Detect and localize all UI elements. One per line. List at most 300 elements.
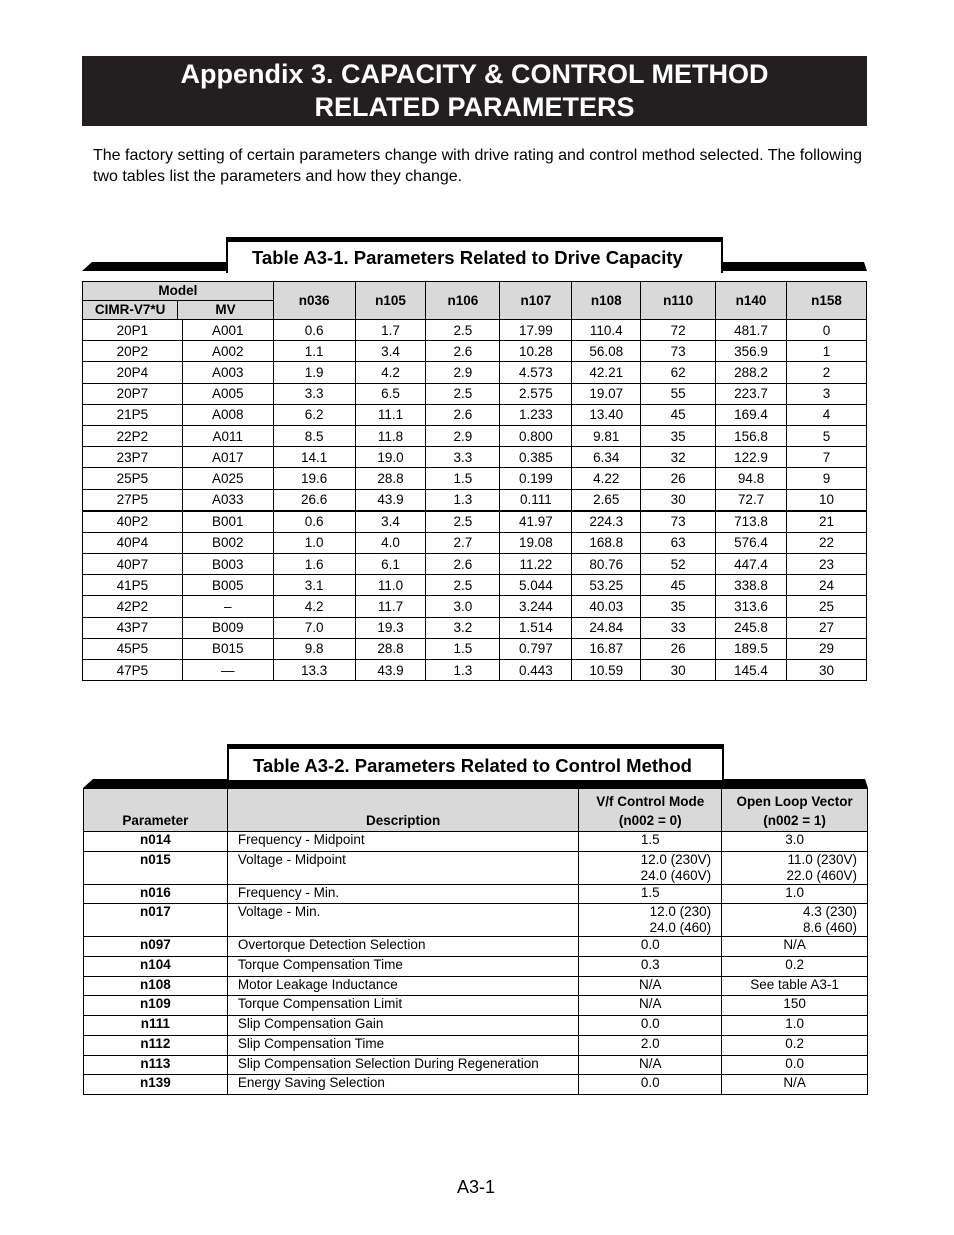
table-cell: 1.5 bbox=[426, 468, 500, 489]
table-cell: B001 bbox=[182, 511, 273, 533]
col-vf-line1: V/f Control Mode bbox=[596, 794, 705, 809]
table-cell: 55 bbox=[641, 383, 716, 404]
table-row bbox=[83, 341, 867, 362]
table-cell: 63 bbox=[641, 532, 716, 553]
col-header: n036 bbox=[273, 282, 355, 320]
table-cell: 1.1 bbox=[273, 341, 355, 362]
table-cell: 11.0 bbox=[355, 575, 426, 596]
table-row bbox=[84, 1055, 868, 1075]
title-line-2: RELATED PARAMETERS bbox=[314, 92, 635, 122]
table-cell: 32 bbox=[641, 447, 716, 468]
table-cell: 169.4 bbox=[716, 404, 787, 425]
olv-value-line1: 0.2 bbox=[785, 1035, 804, 1051]
table-cell: 43.9 bbox=[355, 660, 426, 681]
table1-caption-text: Table A3-1. Parameters Related to Drive Capacity bbox=[252, 247, 683, 268]
table-cell: 1.3 bbox=[426, 489, 500, 511]
col-header: n107 bbox=[500, 282, 572, 320]
table-cell: 481.7 bbox=[716, 320, 787, 341]
table-cell: 19.07 bbox=[572, 383, 641, 404]
table-row bbox=[83, 383, 867, 404]
olv-value-line1: 1.0 bbox=[785, 1016, 804, 1032]
table-cell: 28.8 bbox=[355, 468, 426, 489]
param-cell: n104 bbox=[84, 957, 228, 977]
table-cell: 0.6 bbox=[273, 320, 355, 341]
table-cell: 40P4 bbox=[83, 532, 183, 553]
table-cell: 4.22 bbox=[572, 468, 641, 489]
col-vf-line2: (n002 = 0) bbox=[618, 813, 682, 828]
table-row bbox=[84, 904, 868, 937]
vf-value-cell bbox=[579, 851, 722, 884]
vf-value-line1: 1.5 bbox=[640, 884, 660, 900]
table-cell: 0.111 bbox=[500, 489, 572, 511]
table-cell: 1.514 bbox=[500, 617, 572, 638]
param-cell: n017 bbox=[84, 904, 228, 937]
vf-value-cell bbox=[579, 1075, 722, 1095]
description-cell: Slip Compensation Time bbox=[227, 1035, 579, 1055]
table-cell: 2.6 bbox=[426, 554, 500, 575]
olv-value-line1: 0.0 bbox=[785, 1055, 804, 1071]
col-header: n140 bbox=[716, 282, 787, 320]
olv-value-line1: N/A bbox=[783, 1075, 806, 1091]
table-cell: 43P7 bbox=[83, 617, 183, 638]
olv-value-cell bbox=[722, 996, 868, 1016]
table-cell: 2.575 bbox=[500, 383, 572, 404]
table-cell: 28.8 bbox=[355, 638, 426, 659]
description-cell: Slip Compensation Selection During Regeneration bbox=[227, 1055, 579, 1075]
table-cell: 25P5 bbox=[83, 468, 183, 489]
vf-value-cell bbox=[579, 1035, 722, 1055]
olv-value-line1: See table A3-1 bbox=[750, 976, 839, 992]
model-sub-cimr: CIMR-V7*U bbox=[83, 301, 178, 319]
olv-value-line1: 4.3 (230) bbox=[802, 904, 857, 920]
param-cell: n112 bbox=[84, 1035, 228, 1055]
table-cell: 29 bbox=[787, 638, 867, 659]
table-cell: 1.233 bbox=[500, 404, 572, 425]
table-cell: 43.9 bbox=[355, 489, 426, 511]
vf-value-cell bbox=[579, 904, 722, 937]
table-row bbox=[83, 447, 867, 468]
param-cell: n015 bbox=[84, 851, 228, 884]
table-cell: 72.7 bbox=[716, 489, 787, 511]
table-row bbox=[83, 660, 867, 681]
table-cell: 47P5 bbox=[83, 660, 183, 681]
col-header: n106 bbox=[426, 282, 500, 320]
table-cell: 1.5 bbox=[426, 638, 500, 659]
table2-caption-text: Table A3-2. Parameters Related to Control Method bbox=[253, 755, 692, 776]
olv-value-line1: N/A bbox=[783, 937, 806, 953]
table-cell: B015 bbox=[182, 638, 273, 659]
table-cell: 62 bbox=[641, 362, 716, 383]
table-cell: 288.2 bbox=[716, 362, 787, 383]
vf-value-line1: 0.3 bbox=[640, 957, 660, 973]
description-cell: Torque Compensation Time bbox=[227, 957, 579, 977]
table-cell: 30 bbox=[641, 489, 716, 511]
table-cell: 3.4 bbox=[355, 511, 426, 533]
table-cell: 35 bbox=[641, 425, 716, 446]
table-cell: 5 bbox=[787, 425, 867, 446]
table-cell: B005 bbox=[182, 575, 273, 596]
table-cell: 1.6 bbox=[273, 554, 355, 575]
table-cell: 1.9 bbox=[273, 362, 355, 383]
vf-value-line2: 24.0 (460) bbox=[649, 920, 712, 936]
table-cell: 8.5 bbox=[273, 425, 355, 446]
table-cell: 2.5 bbox=[426, 511, 500, 533]
description-cell: Overtorque Detection Selection bbox=[227, 937, 579, 957]
table-cell: 7.0 bbox=[273, 617, 355, 638]
table-cell: 168.8 bbox=[572, 532, 641, 553]
table-cell: 6.2 bbox=[273, 404, 355, 425]
table-cell: 2.65 bbox=[572, 489, 641, 511]
description-cell: Energy Saving Selection bbox=[227, 1075, 579, 1095]
table-cell: 24 bbox=[787, 575, 867, 596]
capacity-table bbox=[82, 281, 867, 681]
table-cell: 21P5 bbox=[83, 404, 183, 425]
col-parameter: Parameter bbox=[84, 789, 228, 832]
table-cell: 189.5 bbox=[716, 638, 787, 659]
olv-value-line2: 8.6 (460) bbox=[802, 920, 857, 936]
table-cell: 19.08 bbox=[500, 532, 572, 553]
col-header: n105 bbox=[355, 282, 426, 320]
table-row bbox=[83, 468, 867, 489]
table-cell: 2 bbox=[787, 362, 867, 383]
olv-value-cell bbox=[722, 884, 868, 904]
table-cell: 5.044 bbox=[500, 575, 572, 596]
table-cell: A033 bbox=[182, 489, 273, 511]
table-cell: 26 bbox=[641, 468, 716, 489]
table-row bbox=[83, 554, 867, 575]
table-cell: 224.3 bbox=[572, 511, 641, 533]
table-row bbox=[83, 362, 867, 383]
table-cell: 2.6 bbox=[426, 341, 500, 362]
table-cell: 3.1 bbox=[273, 575, 355, 596]
table-cell: 35 bbox=[641, 596, 716, 617]
table-cell: 73 bbox=[641, 341, 716, 362]
description-cell: Frequency - Min. bbox=[227, 884, 579, 904]
table-cell: 14.1 bbox=[273, 447, 355, 468]
vf-value-cell bbox=[579, 976, 722, 996]
table-cell: 41.97 bbox=[500, 511, 572, 533]
table-cell: — bbox=[182, 660, 273, 681]
table-cell: 356.9 bbox=[716, 341, 787, 362]
col-olv-line1: Open Loop Vector bbox=[736, 794, 853, 809]
intro-paragraph: The factory setting of certain parameters change with drive rating and control method selected. The following two tables list the parameters and how they change. bbox=[93, 147, 863, 185]
olv-value-cell bbox=[722, 851, 868, 884]
table-cell: 45 bbox=[641, 404, 716, 425]
page-title bbox=[82, 56, 867, 126]
olv-value-line1: 1.0 bbox=[785, 884, 804, 900]
param-cell: n016 bbox=[84, 884, 228, 904]
table-cell: 52 bbox=[641, 554, 716, 575]
table-cell: 13.40 bbox=[572, 404, 641, 425]
table-cell: 16.87 bbox=[572, 638, 641, 659]
table-cell: – bbox=[182, 596, 273, 617]
vf-value-line1: 2.0 bbox=[640, 1035, 660, 1051]
table-row bbox=[84, 937, 868, 957]
table-cell: 13.3 bbox=[273, 660, 355, 681]
page-number: A3-1 bbox=[457, 1177, 496, 1197]
table-cell: 4.573 bbox=[500, 362, 572, 383]
table-cell: 11.8 bbox=[355, 425, 426, 446]
table-cell: 41P5 bbox=[83, 575, 183, 596]
table-cell: 27P5 bbox=[83, 489, 183, 511]
table-cell: 22P2 bbox=[83, 425, 183, 446]
table-cell: 0 bbox=[787, 320, 867, 341]
table-cell: 26.6 bbox=[273, 489, 355, 511]
olv-value-line1: 3.0 bbox=[785, 832, 804, 847]
table-cell: 40.03 bbox=[572, 596, 641, 617]
vf-value-cell bbox=[579, 1055, 722, 1075]
table-cell: 4.0 bbox=[355, 532, 426, 553]
table-cell: 1.7 bbox=[355, 320, 426, 341]
vf-value-cell bbox=[579, 832, 722, 852]
table-cell: 9.8 bbox=[273, 638, 355, 659]
col-header: n108 bbox=[572, 282, 641, 320]
vf-value-cell bbox=[579, 996, 722, 1016]
table-cell: 4.2 bbox=[355, 362, 426, 383]
table-cell: 2.5 bbox=[426, 575, 500, 596]
table-cell: B003 bbox=[182, 554, 273, 575]
model-header-label: Model bbox=[83, 282, 273, 301]
col-olv-mode bbox=[722, 789, 868, 832]
table-cell: 11.1 bbox=[355, 404, 426, 425]
table-cell: 156.8 bbox=[716, 425, 787, 446]
table-cell: 0.443 bbox=[500, 660, 572, 681]
olv-value-cell bbox=[722, 1035, 868, 1055]
table-cell: 19.3 bbox=[355, 617, 426, 638]
description-cell: Motor Leakage Inductance bbox=[227, 976, 579, 996]
table-cell: 20P7 bbox=[83, 383, 183, 404]
table-row bbox=[83, 596, 867, 617]
table-cell: 26 bbox=[641, 638, 716, 659]
title-line-1: Appendix 3. CAPACITY & CONTROL METHOD bbox=[180, 59, 769, 89]
vf-value-line1: 0.0 bbox=[640, 1075, 660, 1091]
param-cell: n139 bbox=[84, 1075, 228, 1095]
olv-value-cell bbox=[722, 1055, 868, 1075]
table-row bbox=[83, 511, 867, 533]
olv-value-cell bbox=[722, 1016, 868, 1036]
table2-caption bbox=[227, 747, 724, 780]
param-cell: n109 bbox=[84, 996, 228, 1016]
table-cell: 20P1 bbox=[83, 320, 183, 341]
table-cell: 1.0 bbox=[273, 532, 355, 553]
table-cell: 42.21 bbox=[572, 362, 641, 383]
table-cell: 9 bbox=[787, 468, 867, 489]
olv-value-cell bbox=[722, 976, 868, 996]
table-row bbox=[84, 976, 868, 996]
table-cell: A002 bbox=[182, 341, 273, 362]
table-cell: 40P2 bbox=[83, 511, 183, 533]
table-row bbox=[84, 1016, 868, 1036]
olv-value-cell bbox=[722, 832, 868, 852]
olv-value-cell bbox=[722, 904, 868, 937]
table-row bbox=[84, 851, 868, 884]
table-cell: 145.4 bbox=[716, 660, 787, 681]
table-row bbox=[84, 1035, 868, 1055]
description-cell: Frequency - Midpoint bbox=[227, 832, 579, 852]
table-cell: 0.797 bbox=[500, 638, 572, 659]
table-cell: 56.08 bbox=[572, 341, 641, 362]
table-cell: 10.28 bbox=[500, 341, 572, 362]
table-cell: 2.6 bbox=[426, 404, 500, 425]
olv-value-cell bbox=[722, 937, 868, 957]
table-cell: 3.4 bbox=[355, 341, 426, 362]
table-row bbox=[84, 832, 868, 852]
table-row bbox=[83, 425, 867, 446]
table-cell: 6.1 bbox=[355, 554, 426, 575]
olv-value-line1: 11.0 (230V) bbox=[787, 851, 857, 867]
table-row bbox=[84, 996, 868, 1016]
table2-header-row bbox=[84, 789, 868, 832]
olv-value-line1: 0.2 bbox=[785, 957, 804, 973]
table1-caption bbox=[226, 240, 723, 273]
table-cell: 30 bbox=[641, 660, 716, 681]
vf-value-cell bbox=[579, 884, 722, 904]
table-cell: 0.385 bbox=[500, 447, 572, 468]
table-cell: 7 bbox=[787, 447, 867, 468]
table-cell: 313.6 bbox=[716, 596, 787, 617]
table-cell: 3.3 bbox=[273, 383, 355, 404]
table-cell: 0.6 bbox=[273, 511, 355, 533]
description-cell: Voltage - Midpoint bbox=[227, 851, 579, 884]
table-cell: 3.244 bbox=[500, 596, 572, 617]
table-cell: 27 bbox=[787, 617, 867, 638]
table-row bbox=[84, 884, 868, 904]
col-vf-mode bbox=[579, 789, 722, 832]
table-cell: B002 bbox=[182, 532, 273, 553]
table-cell: 20P2 bbox=[83, 341, 183, 362]
table-cell: 80.76 bbox=[572, 554, 641, 575]
table-cell: 42P2 bbox=[83, 596, 183, 617]
table-cell: 3 bbox=[787, 383, 867, 404]
table-cell: A008 bbox=[182, 404, 273, 425]
table-cell: 3.3 bbox=[426, 447, 500, 468]
description-cell: Torque Compensation Limit bbox=[227, 996, 579, 1016]
olv-value-cell bbox=[722, 1075, 868, 1095]
model-sub-mv: MV bbox=[215, 302, 236, 317]
table-row bbox=[83, 320, 867, 341]
table-cell: 19.6 bbox=[273, 468, 355, 489]
vf-value-line1: N/A bbox=[638, 1055, 662, 1071]
control-method-table bbox=[83, 788, 868, 1095]
table-cell: 72 bbox=[641, 320, 716, 341]
table-cell: 25 bbox=[787, 596, 867, 617]
model-header bbox=[83, 282, 274, 320]
table-cell: A001 bbox=[182, 320, 273, 341]
vf-value-line1: 0.0 bbox=[640, 1016, 660, 1032]
table-cell: 447.4 bbox=[716, 554, 787, 575]
table-cell: 24.84 bbox=[572, 617, 641, 638]
table-cell: 10 bbox=[787, 489, 867, 511]
table-cell: 223.7 bbox=[716, 383, 787, 404]
table-cell: 20P4 bbox=[83, 362, 183, 383]
table-cell: 11.7 bbox=[355, 596, 426, 617]
param-cell: n108 bbox=[84, 976, 228, 996]
table1-header-row bbox=[83, 282, 867, 320]
vf-value-line1: 0.0 bbox=[640, 937, 660, 953]
table-cell: 45 bbox=[641, 575, 716, 596]
table-cell: 23P7 bbox=[83, 447, 183, 468]
table-cell: A003 bbox=[182, 362, 273, 383]
vf-value-line2: 24.0 (460V) bbox=[640, 867, 712, 883]
table-row bbox=[83, 575, 867, 596]
vf-value-line1: 12.0 (230) bbox=[649, 904, 712, 920]
table-cell: 17.99 bbox=[500, 320, 572, 341]
table-cell: 713.8 bbox=[716, 511, 787, 533]
param-cell: n014 bbox=[84, 832, 228, 852]
table-cell: 2.5 bbox=[426, 320, 500, 341]
table-cell: A025 bbox=[182, 468, 273, 489]
table-cell: 0.199 bbox=[500, 468, 572, 489]
table-cell: 2.7 bbox=[426, 532, 500, 553]
table-cell: 2.9 bbox=[426, 425, 500, 446]
table-cell: 576.4 bbox=[716, 532, 787, 553]
table-row bbox=[83, 489, 867, 511]
vf-value-line1: N/A bbox=[638, 976, 662, 992]
col-description: Description bbox=[227, 789, 579, 832]
table-cell: 338.8 bbox=[716, 575, 787, 596]
table-row bbox=[84, 957, 868, 977]
table-cell: 30 bbox=[787, 660, 867, 681]
table-cell: 22 bbox=[787, 532, 867, 553]
table-row bbox=[84, 1075, 868, 1095]
table-row bbox=[83, 617, 867, 638]
table-cell: 33 bbox=[641, 617, 716, 638]
table-cell: 2.9 bbox=[426, 362, 500, 383]
olv-value-line2: 22.0 (460V) bbox=[786, 867, 857, 883]
olv-value-line1: 150 bbox=[783, 996, 806, 1012]
param-cell: n113 bbox=[84, 1055, 228, 1075]
table-cell: 2.5 bbox=[426, 383, 500, 404]
table-cell: 122.9 bbox=[716, 447, 787, 468]
table-cell: 3.2 bbox=[426, 617, 500, 638]
param-cell: n097 bbox=[84, 937, 228, 957]
olv-value-cell bbox=[722, 957, 868, 977]
table-cell: 245.8 bbox=[716, 617, 787, 638]
table-cell: 21 bbox=[787, 511, 867, 533]
vf-value-cell bbox=[579, 1016, 722, 1036]
table-cell: A011 bbox=[182, 425, 273, 446]
vf-value-line1: 12.0 (230V) bbox=[640, 851, 712, 867]
table-cell: 11.22 bbox=[500, 554, 572, 575]
vf-value-cell bbox=[579, 957, 722, 977]
description-cell: Slip Compensation Gain bbox=[227, 1016, 579, 1036]
table-cell: 9.81 bbox=[572, 425, 641, 446]
table-cell: 6.5 bbox=[355, 383, 426, 404]
table-cell: A005 bbox=[182, 383, 273, 404]
col-header: n158 bbox=[787, 282, 867, 320]
table-cell: 4.2 bbox=[273, 596, 355, 617]
param-cell: n111 bbox=[84, 1016, 228, 1036]
table-cell: 0.800 bbox=[500, 425, 572, 446]
table-cell: 73 bbox=[641, 511, 716, 533]
table-row bbox=[83, 532, 867, 553]
table-cell: 10.59 bbox=[572, 660, 641, 681]
table-cell: 40P7 bbox=[83, 554, 183, 575]
table-cell: 3.0 bbox=[426, 596, 500, 617]
table-cell: 53.25 bbox=[572, 575, 641, 596]
table-row bbox=[83, 404, 867, 425]
table-cell: A017 bbox=[182, 447, 273, 468]
table-row bbox=[83, 638, 867, 659]
table-cell: 110.4 bbox=[572, 320, 641, 341]
col-header: n110 bbox=[641, 282, 716, 320]
col-olv-line2: (n002 = 1) bbox=[763, 813, 826, 828]
table-cell: 23 bbox=[787, 554, 867, 575]
table-cell: 1 bbox=[787, 341, 867, 362]
table-cell: 45P5 bbox=[83, 638, 183, 659]
vf-value-cell bbox=[579, 937, 722, 957]
table-cell: B009 bbox=[182, 617, 273, 638]
